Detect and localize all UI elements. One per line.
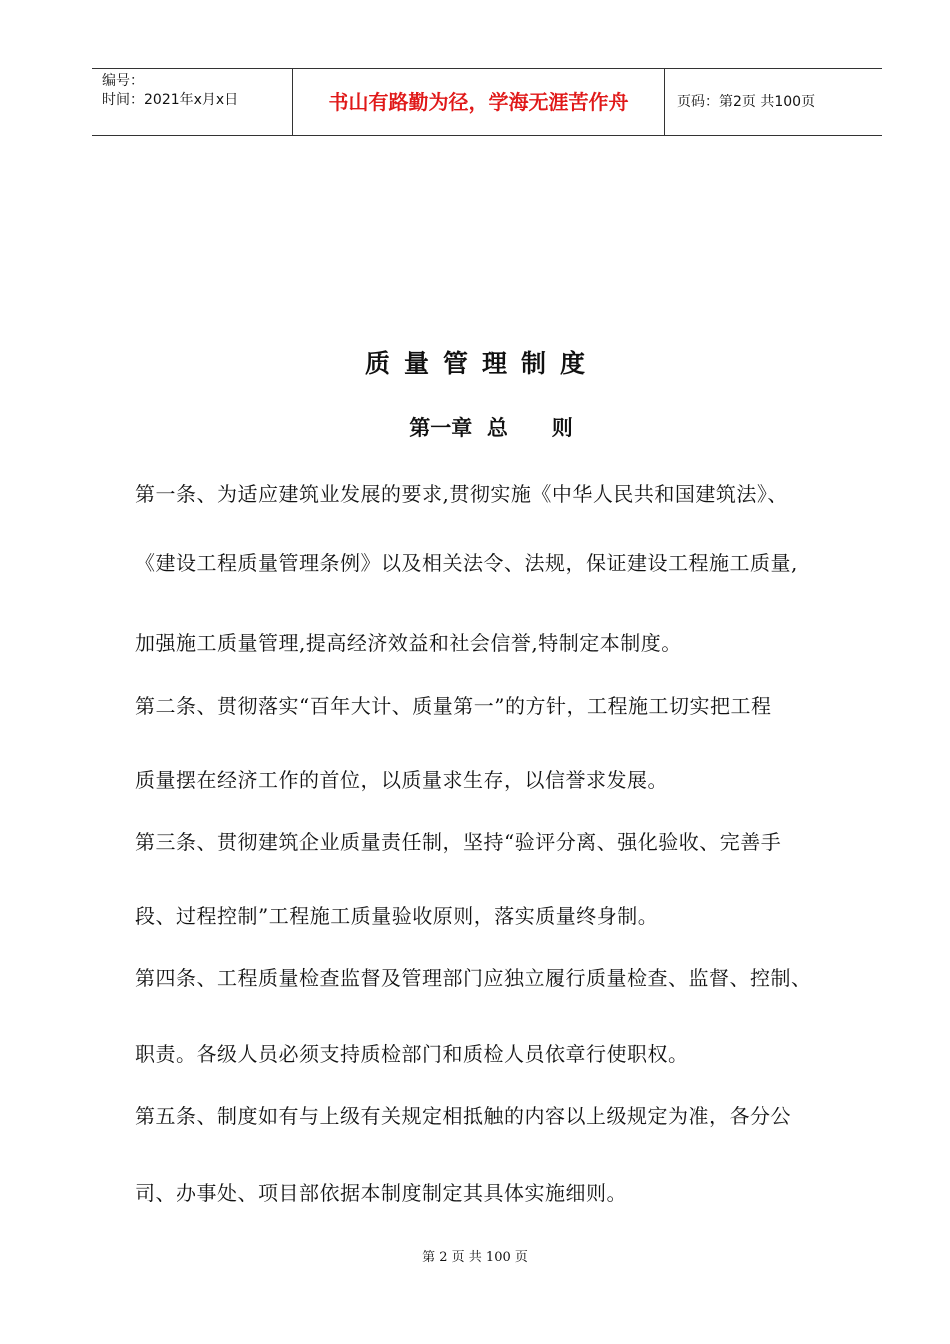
body-line-6: 第三条、贯彻建筑企业质量责任制，坚持“验评分离、强化验收、完善手 [135,830,782,854]
body-line-7: 段、过程控制”工程施工质量验收原则，落实质量终身制。 [135,904,659,928]
chapter-heading: 第一章 总 则 [409,415,573,440]
document-title: 质量管理制度 [364,349,599,378]
page-header [92,68,882,136]
document-number-label: 编号： [102,73,144,89]
page-footer: 第 2 页 共 100 页 [422,1250,528,1265]
document-time-label: 时间：2021年x月x日 [102,92,239,108]
header-motto: 书山有路勤为径，学海无涯苦作舟 [292,69,665,135]
body-line-4: 第二条、贯彻落实“百年大计、质量第一”的方针，工程施工切实把工程 [135,694,772,718]
body-line-9: 职责。各级人员必须支持质检部门和质检人员依章行使职权。 [135,1042,689,1066]
body-line-8: 第四条、工程质量检查监督及管理部门应独立履行质量检查、监督、控制、 [135,966,812,990]
header-info-cell [92,69,292,135]
header-page-number: 页码：第2页 共100页 [677,94,816,110]
body-line-3: 加强施工质量管理,提高经济效益和社会信誉,特制定本制度。 [135,631,682,655]
body-line-2: 《建设工程质量管理条例》以及相关法令、法规，保证建设工程施工质量, [135,551,798,575]
body-line-5: 质量摆在经济工作的首位，以质量求生存，以信誉求发展。 [135,768,668,792]
body-line-11: 司、办事处、项目部依据本制度制定其具体实施细则。 [135,1181,627,1205]
body-line-1: 第一条、为适应建筑业发展的要求,贯彻实施《中华人民共和国建筑法》、 [135,482,788,506]
body-line-10: 第五条、制度如有与上级有关规定相抵触的内容以上级规定为准，各分公 [135,1104,791,1128]
